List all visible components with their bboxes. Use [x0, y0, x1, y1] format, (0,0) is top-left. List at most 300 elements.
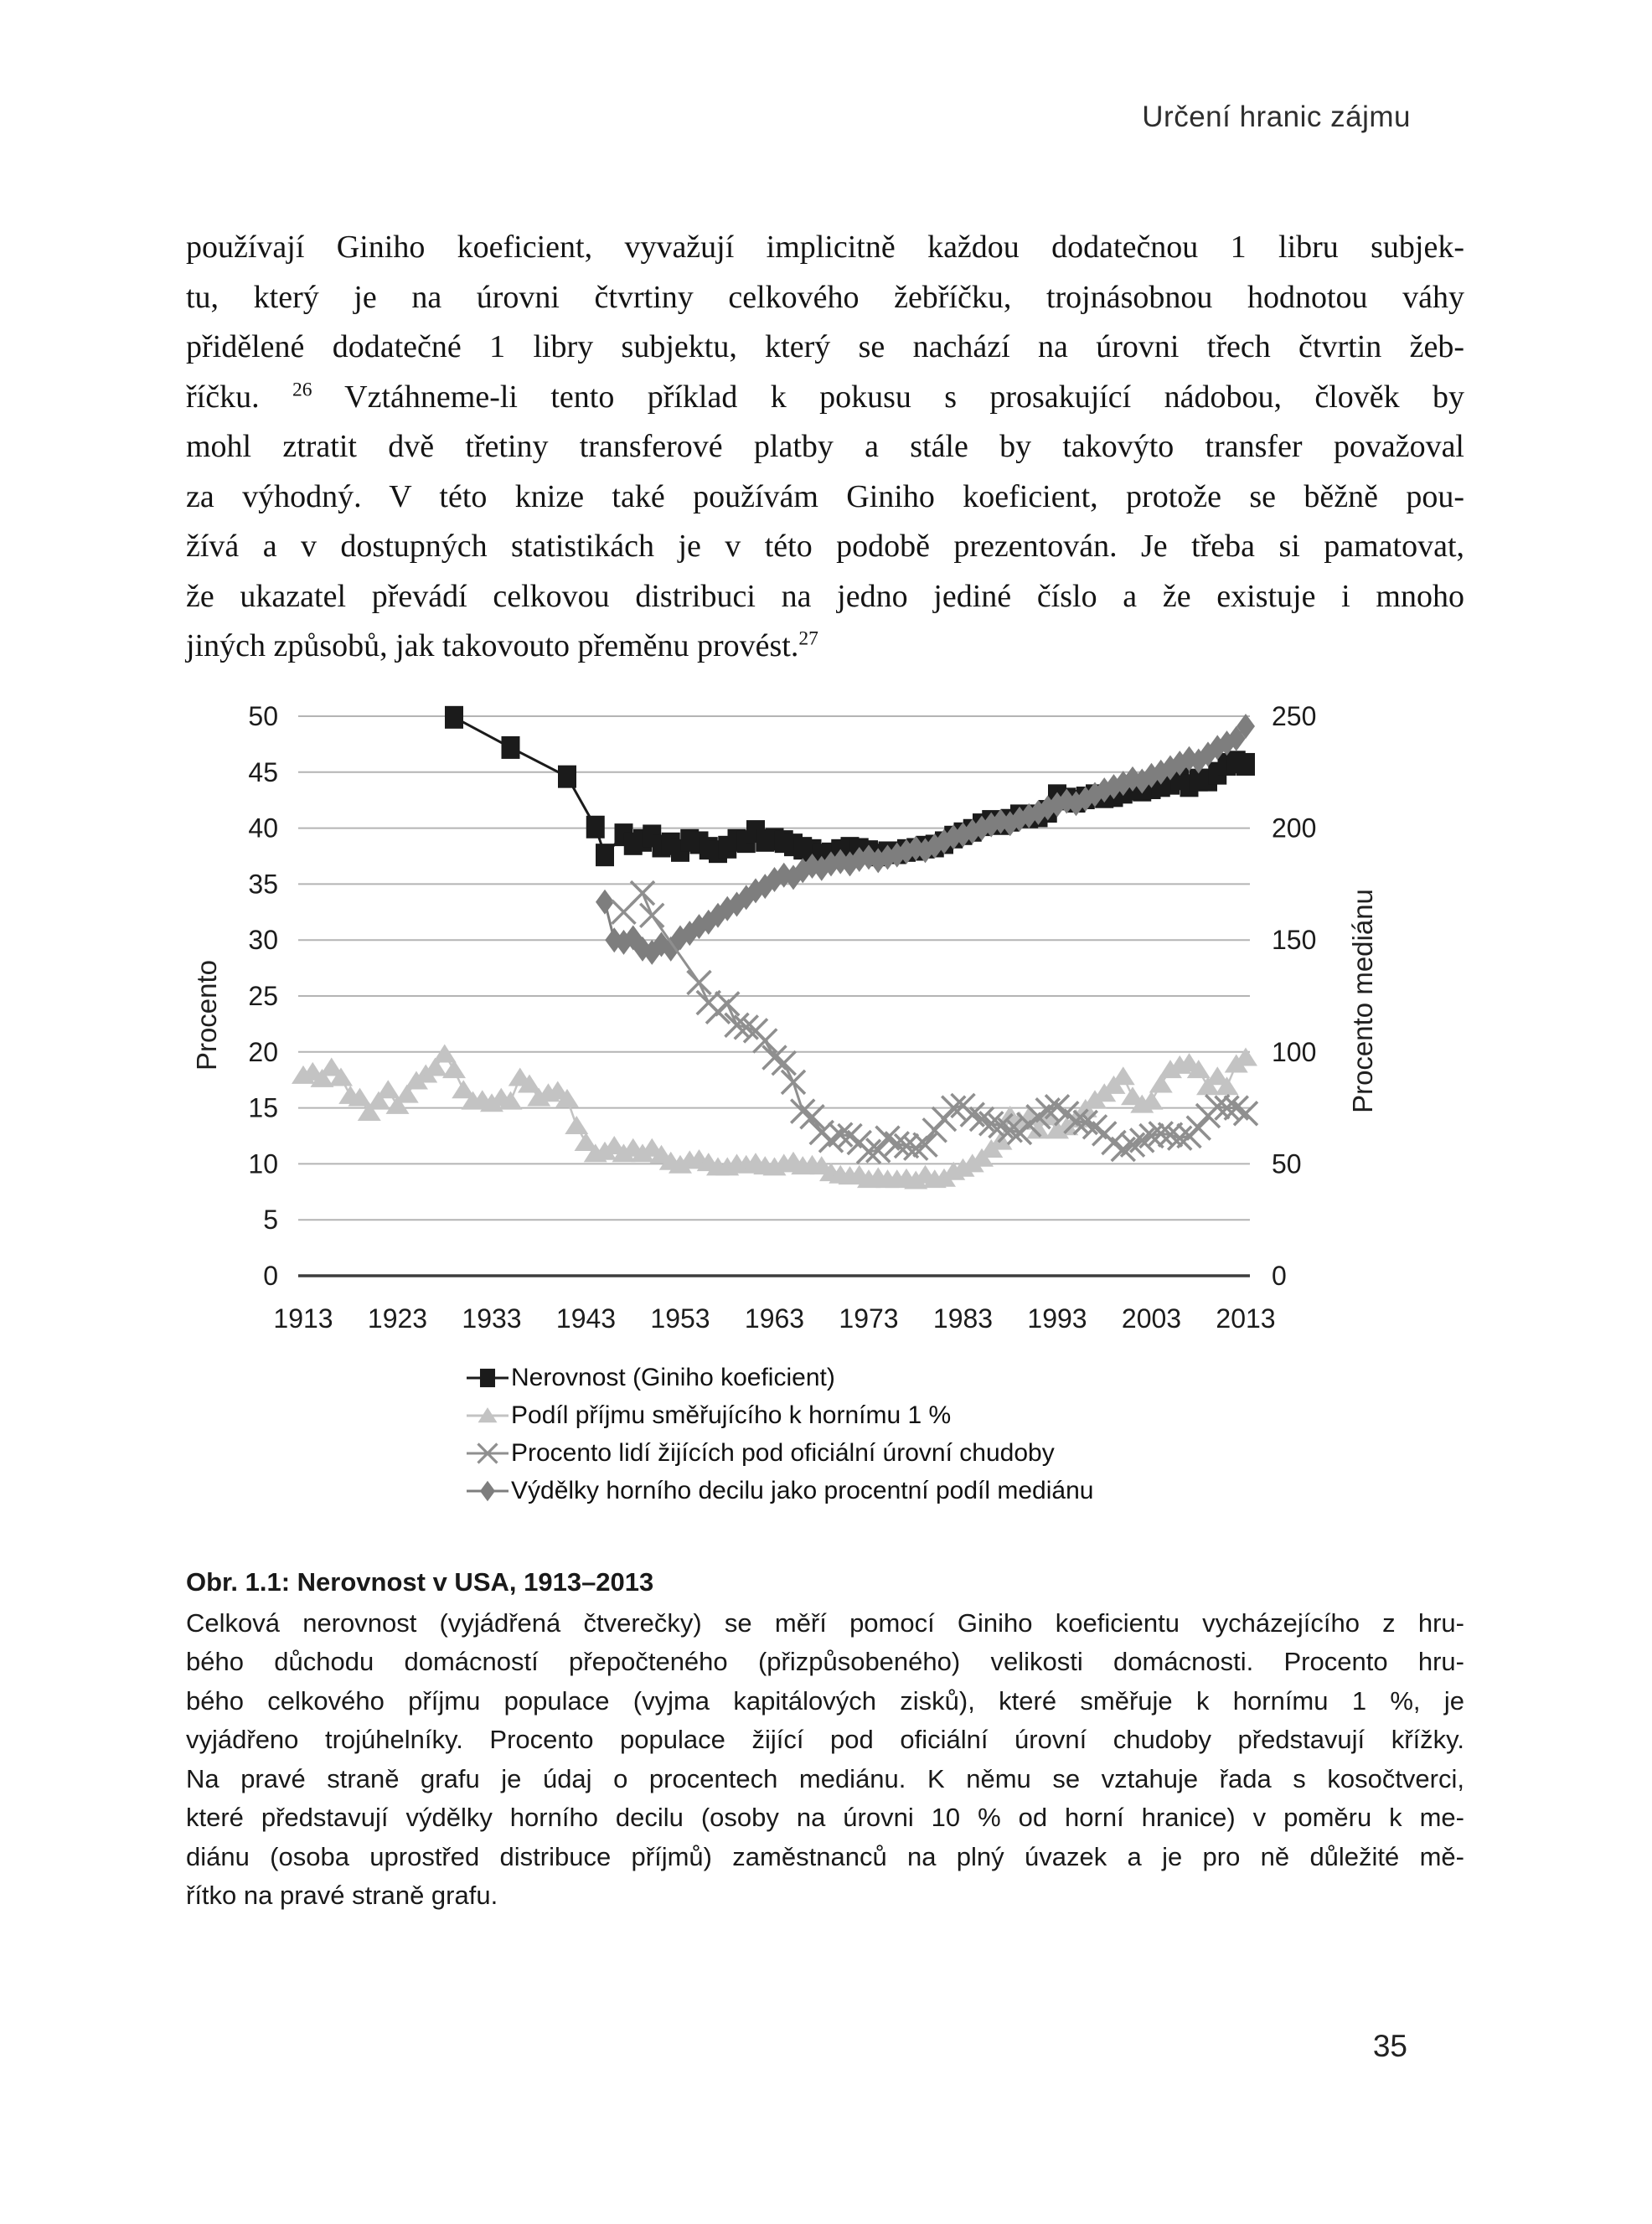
x-marker: [1159, 1123, 1182, 1147]
x-axis-tick: 1933: [462, 1303, 522, 1334]
diamond-marker: [1105, 774, 1123, 799]
diamond-marker: [633, 937, 652, 962]
x-marker: [1008, 1121, 1031, 1144]
figure-caption-title: Obr. 1.1: Nerovnost v USA, 1913–2013: [186, 1567, 654, 1597]
x-axis-tick: 2003: [1121, 1303, 1182, 1334]
triangle-marker: [527, 1088, 550, 1107]
text-line: které představují výdělky horního decilu (osoby na úrovni 10 % od horní hranice) v poměru k me-: [186, 1803, 1464, 1832]
triangle-marker: [1168, 1055, 1191, 1074]
diamond-marker: [897, 839, 916, 864]
square-marker: [1095, 786, 1113, 808]
left-axis-tick: 50: [248, 701, 278, 731]
square-marker: [888, 841, 906, 864]
right-axis-tick: 200: [1272, 813, 1317, 844]
triangle-marker: [1178, 1053, 1201, 1071]
diamond-marker: [822, 851, 840, 876]
x-marker: [763, 1045, 787, 1069]
x-marker: [829, 1123, 852, 1147]
square-marker: [596, 844, 614, 866]
diamond-marker: [1030, 800, 1048, 825]
diamond-marker: [624, 926, 643, 951]
triangle-marker: [735, 1155, 758, 1174]
square-marker: [850, 838, 869, 860]
triangle-marker: [489, 1088, 513, 1107]
x-marker: [1112, 1138, 1135, 1161]
legend-item: [466, 1396, 1093, 1434]
square-marker: [982, 810, 1000, 833]
diamond-marker: [728, 891, 746, 916]
triangle-marker: [546, 1081, 570, 1100]
square-marker: [916, 836, 935, 859]
triangle-marker: [301, 1062, 324, 1081]
x-marker: [1130, 1128, 1154, 1152]
diamond-marker: [935, 829, 953, 854]
square-marker: [671, 839, 689, 862]
diamond-marker: [888, 843, 906, 868]
diamond-marker: [653, 932, 671, 957]
triangle-marker: [537, 1083, 560, 1102]
triangle-marker: [839, 1166, 862, 1184]
x-axis-tick: 1973: [839, 1303, 899, 1334]
diamond-marker: [992, 809, 1010, 834]
x-marker: [999, 1118, 1022, 1142]
diamond-marker: [841, 851, 860, 876]
square-marker: [1236, 753, 1255, 776]
square-marker: [1208, 762, 1226, 785]
square-marker: [690, 831, 709, 854]
square-marker: [728, 829, 746, 852]
x-marker: [1216, 1097, 1239, 1120]
triangle-marker: [1055, 1117, 1078, 1135]
square-marker: [869, 844, 887, 866]
text-line: za výhodný. V této knize také používám Giniho koeficient, protože se běžně pou-: [186, 478, 1464, 514]
x-marker: [706, 1000, 730, 1024]
square-marker: [992, 813, 1010, 835]
x-marker: [970, 1107, 994, 1131]
square-marker: [700, 837, 718, 859]
square-marker: [1001, 809, 1020, 832]
square-marker: [775, 830, 793, 853]
left-axis-tick: 35: [248, 869, 278, 900]
diamond-marker: [954, 823, 973, 848]
square-marker: [709, 840, 727, 863]
triangle-marker: [1074, 1099, 1097, 1117]
diamond-marker: [1057, 789, 1076, 814]
x-marker: [715, 992, 739, 1015]
x-axis-tick: 1983: [932, 1303, 994, 1334]
triangle-legend-icon: [466, 1401, 509, 1431]
triangle-marker: [1149, 1075, 1173, 1093]
x-marker: [1074, 1111, 1097, 1134]
triangle-marker: [414, 1065, 437, 1083]
x-marker: [942, 1097, 965, 1120]
text-line: vyjádřeno trojúhelníky. Procento populace žijící pod oficiální úrovní chudoby představují křížky.: [186, 1725, 1464, 1754]
triangle-marker: [857, 1169, 880, 1188]
square-marker: [1105, 784, 1123, 807]
triangle-marker: [782, 1152, 805, 1170]
triangle-marker: [1083, 1090, 1107, 1108]
x-marker: [1102, 1131, 1126, 1154]
diamond-marker: [973, 816, 991, 841]
triangle-marker: [819, 1163, 843, 1181]
x-marker: [688, 971, 711, 994]
square-marker: [813, 844, 831, 866]
x-axis-tick: 1913: [273, 1303, 333, 1334]
x-axis-tick: 1923: [367, 1303, 428, 1334]
triangle-marker: [895, 1169, 918, 1187]
x-marker: [961, 1103, 984, 1127]
diamond-marker: [850, 847, 869, 872]
square-marker: [1020, 806, 1038, 828]
square-marker: [1199, 769, 1217, 792]
diamond-marker: [944, 824, 963, 849]
square-marker: [1180, 774, 1199, 797]
x-axis-tick: 1993: [1027, 1303, 1087, 1334]
triangle-marker: [688, 1149, 711, 1168]
triangle-marker: [866, 1167, 890, 1185]
square-marker: [1143, 777, 1161, 799]
x-marker: [791, 1100, 814, 1123]
text-line: jiných způsobů, jak takovouto přeměnu provést.$^{27}$: [186, 627, 818, 663]
triangle-marker: [311, 1069, 334, 1087]
x-marker: [848, 1131, 871, 1154]
triangle-marker: [395, 1085, 419, 1103]
text-line: diánu (osoba uprostřed distribuce příjmů) zaměstnanců na plný úvazek a je pro ně důležité mě-: [186, 1841, 1464, 1871]
x-marker: [1065, 1110, 1088, 1133]
square-marker: [1133, 779, 1151, 802]
triangle-marker: [584, 1143, 607, 1162]
triangle-marker: [1187, 1060, 1211, 1078]
triangle-marker: [348, 1088, 372, 1107]
diamond-marker: [1208, 735, 1226, 760]
square-marker: [662, 833, 680, 855]
x-marker: [1121, 1133, 1144, 1157]
footnote-ref: 26: [292, 378, 312, 400]
square-marker: [633, 829, 652, 852]
square-marker: [1170, 767, 1189, 790]
text-line: říčku. $^{26}$ Vztáhneme-li tento příklad k pokusu s prosakující nádobou, člověk by: [186, 378, 1464, 415]
diamond-marker: [766, 867, 784, 892]
x-marker: [1149, 1122, 1173, 1145]
diamond-marker: [916, 838, 935, 863]
square-marker: [1057, 787, 1076, 810]
diamond-marker: [1218, 730, 1236, 756]
triangle-marker: [829, 1165, 852, 1184]
diamond-marker: [596, 890, 614, 915]
x-marker: [1140, 1124, 1164, 1148]
triangle-marker: [961, 1153, 984, 1172]
triangle-marker: [942, 1162, 965, 1180]
series-line: [303, 1054, 1246, 1180]
diamond-marker: [1076, 787, 1095, 812]
triangle-marker: [1205, 1066, 1229, 1085]
square-marker: [718, 836, 736, 859]
x-marker: [612, 900, 636, 924]
square-marker: [680, 829, 699, 852]
square-marker: [653, 834, 671, 857]
diamond-marker: [775, 863, 793, 888]
square-marker: [906, 838, 925, 860]
square-marker: [737, 830, 756, 853]
legend-label: Podíl příjmu směřujícího k hornímu 1 %: [511, 1401, 952, 1429]
x-marker: [1168, 1127, 1191, 1150]
page-number: 35: [1372, 2029, 1407, 2063]
diamond-marker: [793, 858, 812, 883]
diamond-marker: [1152, 760, 1170, 785]
diamond-marker: [1123, 766, 1142, 792]
triangle-marker: [989, 1132, 1013, 1150]
triangle-marker: [292, 1066, 315, 1084]
diamond-marker: [1086, 782, 1104, 808]
triangle-marker: [1045, 1120, 1069, 1138]
triangle-marker: [442, 1060, 466, 1078]
square-marker: [586, 816, 605, 839]
square-marker: [1076, 787, 1095, 809]
x-marker: [885, 1132, 909, 1155]
x-marker: [1027, 1105, 1051, 1128]
triangle-marker: [1027, 1120, 1051, 1138]
diamond-marker: [746, 878, 765, 903]
x-axis-tick: 1953: [650, 1303, 710, 1334]
square-marker: [1123, 777, 1142, 800]
x-axis-tick: 1943: [555, 1303, 617, 1334]
x-marker: [839, 1124, 862, 1148]
triangle-marker: [1140, 1091, 1164, 1110]
square-marker: [1114, 781, 1133, 803]
diamond-marker: [1067, 791, 1086, 816]
diamond-marker: [1161, 755, 1180, 780]
left-axis-tick: 15: [248, 1092, 278, 1123]
diamond-marker: [963, 819, 982, 844]
square-marker: [963, 819, 982, 842]
triangle-marker: [622, 1138, 645, 1157]
x-marker: [1225, 1097, 1248, 1120]
right-axis-tick: 50: [1272, 1148, 1302, 1179]
text-line: tu, který je na úrovni čtvrtiny celkového žebříčku, trojnásobnou hodnotou váhy: [186, 279, 1464, 315]
triangle-marker: [932, 1169, 956, 1187]
x-marker: [1083, 1115, 1107, 1138]
triangle-marker: [433, 1044, 457, 1062]
text-line: řítko na pravé straně grafu.: [186, 1881, 498, 1910]
legend-item: [466, 1472, 1093, 1509]
square-marker: [944, 826, 963, 849]
x-marker: [857, 1140, 880, 1164]
x-axis-tick: 1963: [744, 1303, 805, 1334]
diamond-legend-icon: [466, 1476, 509, 1506]
square-marker: [954, 823, 973, 845]
square-marker: [841, 837, 860, 859]
left-axis-tick: 45: [248, 756, 278, 787]
triangle-marker: [1121, 1086, 1144, 1105]
diamond-marker: [1170, 751, 1189, 776]
x-marker: [932, 1107, 956, 1131]
triangle-marker: [952, 1158, 975, 1177]
diamond-marker: [615, 930, 633, 955]
x-axis-tick: 2013: [1216, 1303, 1276, 1334]
left-axis-tick: 25: [248, 981, 278, 1011]
diamond-marker: [700, 910, 718, 935]
square-marker: [793, 837, 812, 859]
diamond-marker: [869, 848, 887, 873]
left-axis-tick: 10: [248, 1148, 278, 1179]
diamond-marker: [1133, 768, 1151, 793]
right-axis-tick: 100: [1272, 1036, 1317, 1067]
triangle-marker: [1065, 1109, 1088, 1127]
triangle-marker: [715, 1157, 739, 1175]
diamond-marker: [803, 854, 822, 879]
triangle-marker: [565, 1116, 588, 1134]
x-marker: [1187, 1117, 1211, 1140]
x-marker: [1092, 1122, 1116, 1145]
x-marker: [697, 991, 720, 1014]
square-marker: [1039, 800, 1057, 823]
square-marker: [1161, 772, 1180, 795]
square-legend-icon: [466, 1363, 509, 1393]
legend-label: Nerovnost (Giniho koeficient): [511, 1363, 835, 1391]
square-marker: [445, 706, 463, 729]
legend-item: [466, 1434, 1093, 1472]
triangle-marker: [555, 1089, 579, 1107]
right-axis-tick: 150: [1272, 925, 1317, 956]
triangle-marker: [979, 1139, 1003, 1158]
x-marker: [735, 1015, 758, 1039]
triangle-marker: [914, 1165, 937, 1184]
triangle-marker: [791, 1156, 814, 1174]
diamond-marker: [1020, 803, 1038, 828]
chart-legend: [466, 1359, 1093, 1509]
triangle-marker: [575, 1133, 598, 1151]
x-marker: [725, 1014, 749, 1037]
diamond-marker: [784, 864, 803, 890]
triangle-marker: [471, 1090, 494, 1108]
x-marker: [979, 1112, 1003, 1135]
square-marker: [1067, 790, 1086, 813]
square-marker: [879, 841, 897, 864]
diamond-marker: [1143, 763, 1161, 788]
triangle-marker: [1234, 1047, 1257, 1066]
diamond-marker: [926, 833, 944, 859]
x-marker: [631, 881, 654, 905]
x-marker: [904, 1137, 927, 1160]
x-marker: [819, 1128, 843, 1152]
diamond-marker: [643, 940, 661, 965]
triangle-marker: [1159, 1060, 1182, 1078]
x-marker: [810, 1121, 834, 1144]
triangle-marker: [1017, 1107, 1040, 1125]
x-marker: [1055, 1102, 1078, 1125]
triangle-marker: [763, 1157, 787, 1175]
diamond-marker: [1199, 741, 1217, 766]
square-marker: [1152, 774, 1170, 797]
triangle-marker: [1008, 1112, 1031, 1130]
diamond-marker: [860, 844, 878, 869]
triangle-marker: [810, 1156, 834, 1174]
x-marker: [744, 1019, 767, 1042]
x-marker: [914, 1133, 937, 1157]
x-marker: [876, 1127, 900, 1150]
diamond-marker: [709, 903, 727, 928]
triangle-marker: [876, 1169, 900, 1188]
diamond-marker: [1114, 771, 1133, 796]
x-marker: [866, 1138, 890, 1162]
text-line: Na pravé straně grafu je údaj o procentech mediánu. K němu se vztahuje řada s kosočtverci,: [186, 1763, 1464, 1793]
square-marker: [624, 833, 643, 855]
text-line: mohl ztratit dvě třetiny transferové platby a stále by takovýto transfer považoval: [186, 429, 1464, 464]
x-marker: [1205, 1095, 1229, 1118]
triangle-marker: [725, 1153, 749, 1172]
x-marker: [952, 1094, 975, 1117]
square-marker: [1227, 751, 1246, 773]
x-marker: [772, 1051, 796, 1075]
triangle-marker: [424, 1058, 447, 1076]
x-marker: [1017, 1113, 1040, 1137]
square-marker: [822, 843, 840, 865]
triangle-marker: [1112, 1066, 1135, 1085]
legend-item: [466, 1359, 1093, 1396]
triangle-marker: [999, 1106, 1022, 1124]
triangle-marker: [1102, 1076, 1126, 1094]
square-marker: [784, 833, 803, 856]
diamond-marker: [671, 926, 689, 951]
x-legend-icon: [466, 1438, 509, 1468]
triangle-marker: [744, 1153, 767, 1171]
x-marker: [923, 1118, 947, 1142]
diamond-marker: [1227, 726, 1246, 751]
left-axis-tick: 30: [248, 925, 278, 956]
figure-caption-body: [186, 1604, 1464, 1916]
triangle-marker: [904, 1170, 927, 1189]
diamond-marker: [1048, 792, 1066, 818]
square-marker: [1190, 769, 1208, 792]
triangle-marker: [462, 1091, 485, 1110]
diamond-marker: [756, 874, 774, 899]
triangle-marker: [650, 1145, 674, 1164]
square-marker: [897, 839, 916, 862]
diamond-marker: [1095, 777, 1113, 802]
triangle-marker: [631, 1143, 654, 1162]
x-marker: [1045, 1095, 1069, 1118]
triangle-marker: [669, 1155, 692, 1174]
triangle-marker: [518, 1075, 541, 1093]
left-axis-tick: 20: [248, 1036, 278, 1067]
text-line: bého důchodu domácností přepočteného (přizpůsobeného) velikosti domácnosti. Procento hru-: [186, 1647, 1464, 1676]
triangle-marker: [1130, 1095, 1154, 1113]
legend-label: Procento lidí žijících pod oficiální úrovní chudoby: [511, 1438, 1055, 1467]
triangle-marker: [753, 1156, 777, 1174]
triangle-marker: [593, 1142, 617, 1160]
triangle-marker: [358, 1102, 381, 1121]
square-marker: [803, 839, 822, 862]
square-marker: [766, 828, 784, 850]
square-marker-icon: [480, 1368, 495, 1386]
diamond-marker: [982, 813, 1000, 838]
triangle-marker: [970, 1148, 994, 1167]
diamond-marker: [605, 927, 623, 952]
triangle-marker: [1216, 1076, 1239, 1095]
x-marker: [1234, 1102, 1257, 1125]
square-marker: [1086, 784, 1104, 807]
x-marker: [640, 904, 663, 927]
diamond-marker: [1039, 796, 1057, 821]
triangle-marker: [697, 1153, 720, 1171]
triangle-marker: [338, 1086, 362, 1104]
text-line: že ukazatel převádí celkovou distribuci na jedno jediné číslo a že existuje i mnoho: [186, 578, 1464, 614]
x-marker: [1196, 1104, 1220, 1127]
diamond-marker: [690, 914, 709, 939]
square-marker: [502, 736, 520, 759]
text-line: Celková nerovnost (vyjádřená čtverečky) se měří pomocí Giniho koeficientu vycházejícího z hru-: [186, 1607, 1464, 1638]
diamond-marker: [813, 856, 831, 881]
